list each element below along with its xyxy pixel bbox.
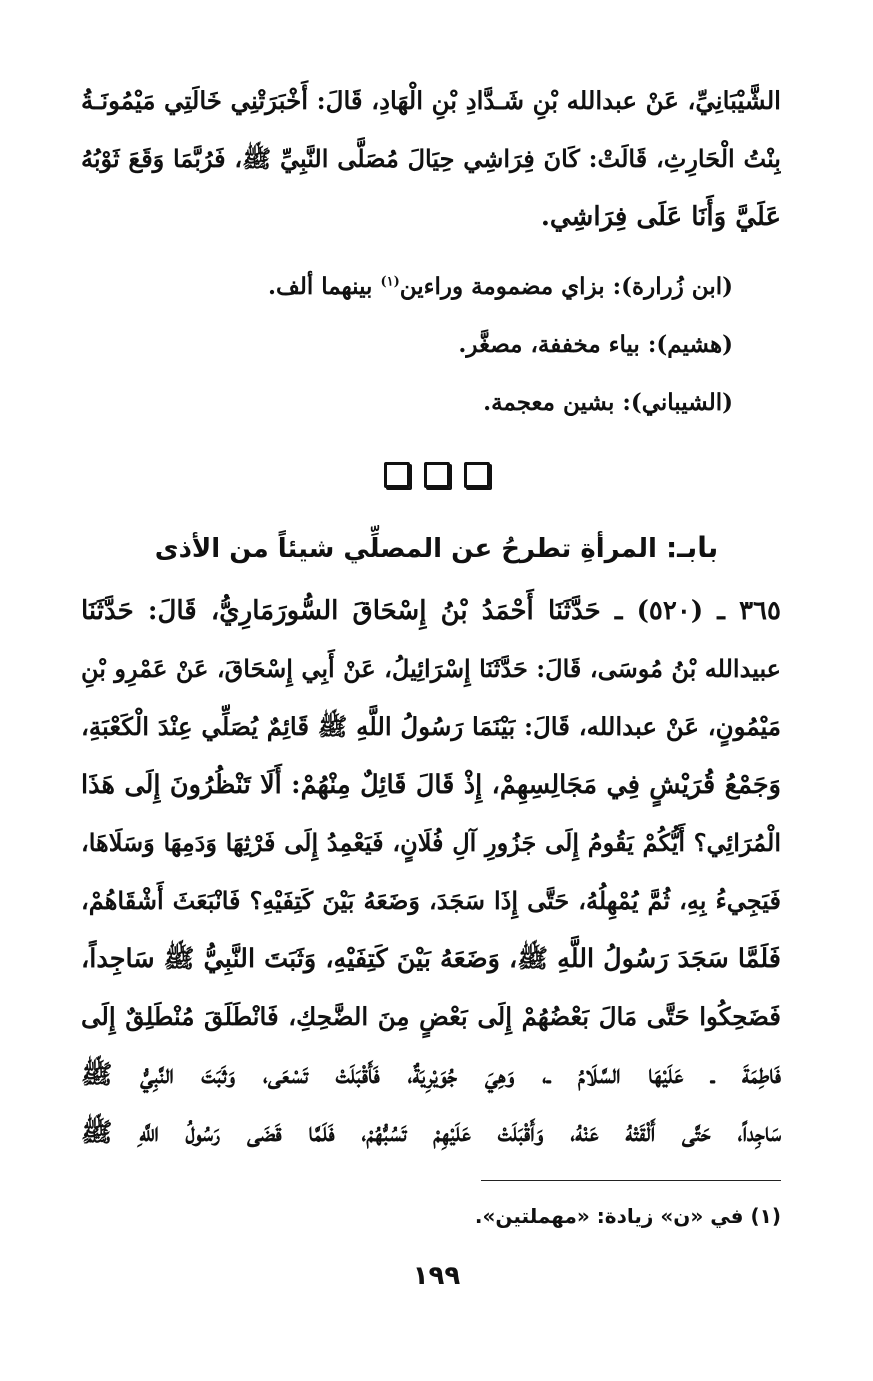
text-line: فَيَجِيءُ بِهِ، ثُمَّ يُمْهِلُهُ، حَتَّى إِذَا سَجَدَ، وَضَعَهُ بَيْنَ كَتِفَيْهِ؟ فَانْبَعَثَ أَشْقَاهُمْ،: [81, 886, 781, 915]
note-hushaym: (هشيم): بياء مخففة، مصغَّر.: [458, 331, 733, 358]
note-ibn-zurara: [93, 258, 733, 316]
page-number: ١٩٩: [412, 1261, 461, 1291]
text-line: فَضَحِكُوا حَتَّى مَالَ بَعْضُهُمْ إِلَى بَعْضٍ مِنَ الضَّحِكِ، فَانْطَلَقَ مُنْطَلِقٌ إِلَى: [81, 1002, 781, 1031]
footnote: (١) في «ن» زيادة: «مهملتين».: [474, 1204, 781, 1228]
text-line: عَلَيَّ وَأَنَا عَلَى فِرَاشِي.: [540, 202, 781, 232]
chapter-heading: [0, 518, 873, 579]
text-line: الشَّيْبَانِيِّ، عَنْ عبدالله بْنِ شَـدَّادِ بْنِ الْهَادِ، قَالَ: أَخْبَرَتْنِي خَالَتِي مَيْمُونَـةُ: [81, 86, 781, 115]
chapter-bab-word: بابـ:: [665, 531, 719, 564]
chapter-title: المرأةِ تطرحُ عن المصلِّي شيئاً من الأذى: [154, 534, 666, 564]
text-line: مَيْمُونٍ، عَنْ عبدالله، قَالَ: بَيْنَمَا رَسُولُ اللَّهِ ﷺ قَائِمٌ يُصَلِّي عِنْدَ الْكَعْبَةِ،: [81, 712, 781, 741]
note-text: بينهما ألف.: [268, 273, 381, 300]
text-line: فَاطِمَةَ ـ عَلَيْهَا السَّلَامُ ـ، وَهِيَ جُوَيْرِيَةٌ، فَأَقْبَلَتْ تَسْعَى، وَثَبَتَ النَّبِيُّ ﷺ: [81, 1060, 781, 1090]
text-line: فَلَمَّا سَجَدَ رَسُولُ اللَّهِ ﷺ، وَضَعَهُ بَيْنَ كَتِفَيْهِ، وَثَبَتَ النَّبِيُّ ﷺ سَاجِداً،: [81, 944, 781, 974]
note-text: (ابن زُرارة): بزاي مضمومة وراءين: [399, 273, 733, 300]
text-line: الْمُرَائِي؟ أَيُّكُمْ يَقُومُ إِلَى جَزُورِ آلِ فُلَانٍ، فَيَعْمِدُ إِلَى فَرْثِهَا وَدَمِهَا وَسَلَاهَا،: [81, 828, 781, 857]
hadith-body: [81, 582, 781, 1162]
text-line: عبيدالله بْنُ مُوسَى، قَالَ: حَدَّثَنَا إِسْرَائِيلُ، عَنْ أَبِي إِسْحَاقَ، عَنْ عَمْرِو بْنِ: [81, 654, 781, 683]
square-ornament-icon: [464, 462, 490, 488]
note-shaybani: (الشيباني): بشين معجمة.: [483, 389, 733, 416]
section-separator: [0, 462, 873, 488]
footnote-divider: [481, 1180, 781, 1181]
notes-block: [93, 258, 733, 432]
footnote-ref: (١): [380, 274, 400, 290]
text-line: بِنْتُ الْحَارِثِ، قَالَتْ: كَانَ فِرَاشِي حِيَالَ مُصَلَّى النَّبِيِّ ﷺ، فَرُبَّمَا وَقَعَ ثَوْبُهُ: [81, 144, 781, 173]
top-paragraph: [81, 72, 781, 246]
square-ornament-icon: [384, 462, 410, 488]
square-ornament-icon: [424, 462, 450, 488]
text-line: سَاجِداً، حَتَّى أَلْقَتْهُ عَنْهُ، وَأَقْبَلَتْ عَلَيْهِمْ تَسُبُّهُمْ، فَلَمَّا قَضَى رَسُولُ اللَّهِ ﷺ: [81, 1118, 781, 1148]
text-line: ٣٦٥ ـ (٥٢٠) ـ حَدَّثَنَا أَحْمَدُ بْنُ إِسْحَاقَ السُّورَمَارِيُّ، قَالَ: حَدَّثَنَا: [81, 596, 781, 626]
text-line: وَجَمْعُ قُرَيْشٍ فِي مَجَالِسِهِمْ، إِذْ قَالَ قَائِلٌ مِنْهُمْ: أَلَا تَنْظُرُونَ إِلَى هَذَا: [81, 770, 781, 800]
